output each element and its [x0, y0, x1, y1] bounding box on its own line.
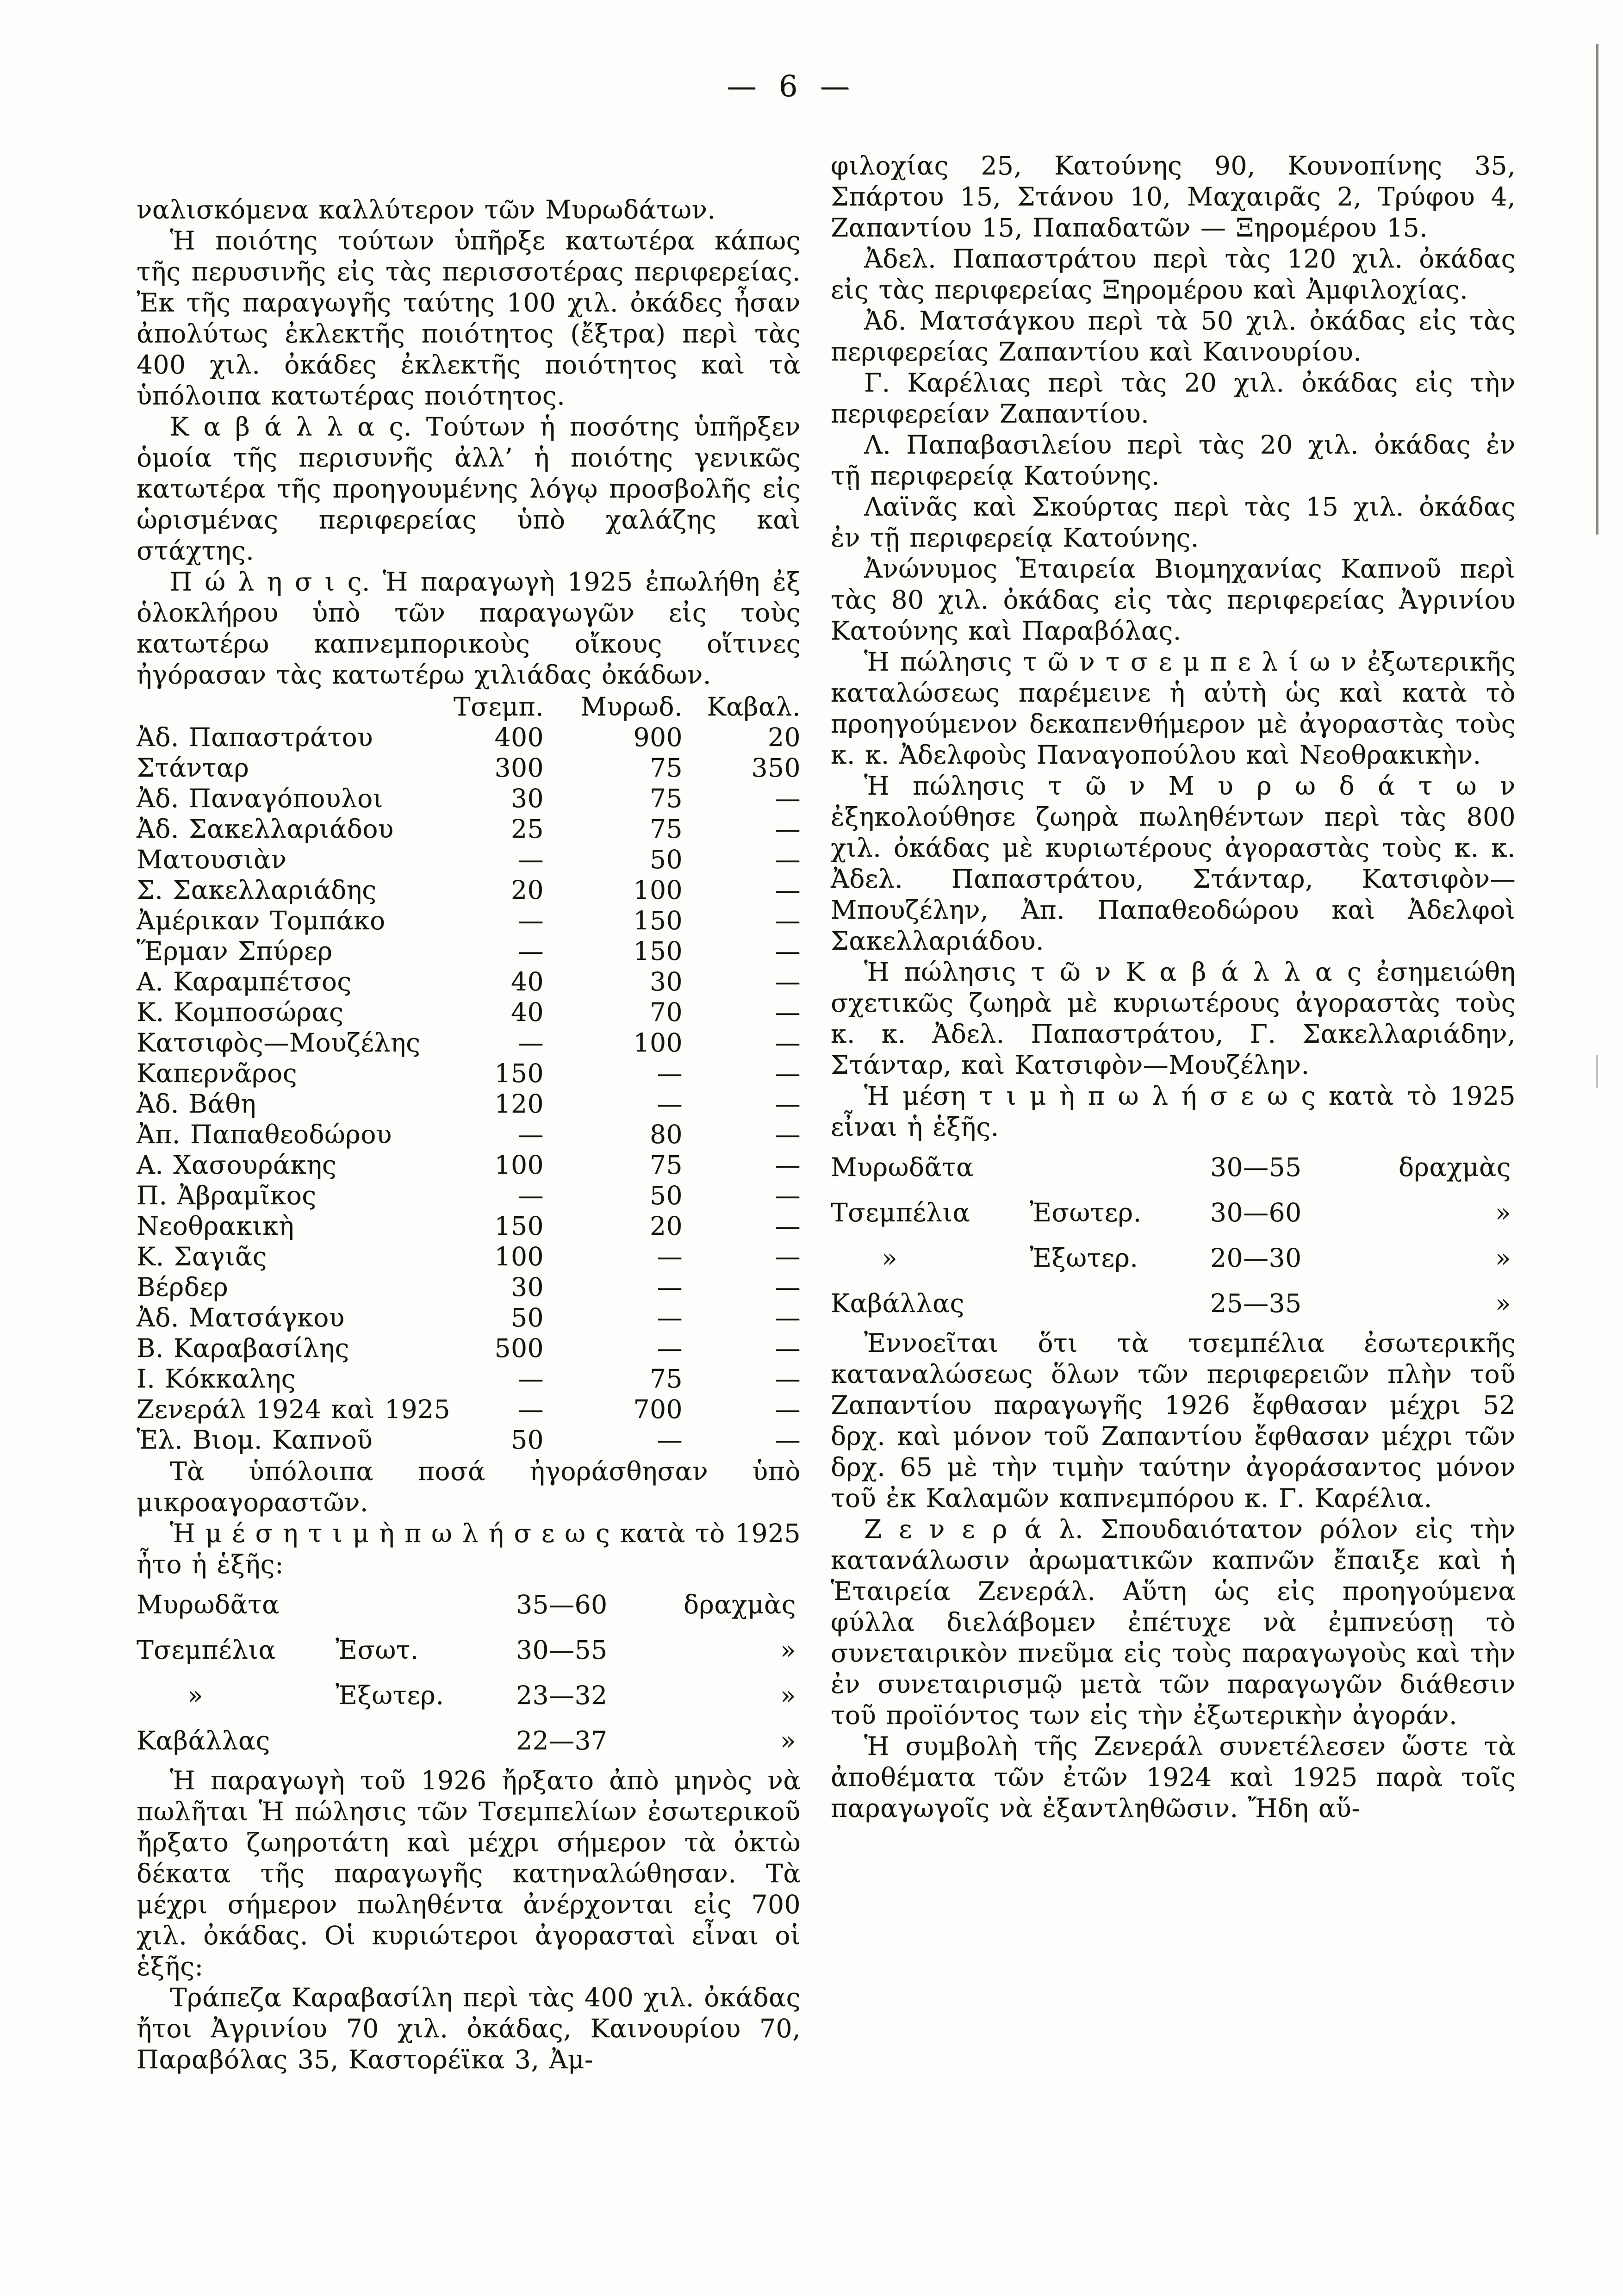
- price-unit: »: [1495, 1243, 1511, 1273]
- price-row: [831, 1145, 1516, 1190]
- table-row: [137, 814, 801, 844]
- tsemp-value: 100: [494, 1150, 544, 1180]
- page-number: — 6 —: [727, 69, 856, 104]
- tsemp-value: 400: [494, 722, 544, 752]
- table-row: [137, 1089, 801, 1119]
- myrod-value: 75: [650, 1364, 683, 1394]
- table-row: [137, 936, 801, 966]
- buyer-name: Ζενεράλ 1924 καὶ 1925: [137, 1394, 450, 1424]
- price-name: Τσεμπέλια: [831, 1198, 970, 1227]
- paragraph-papavasileiou: Λ. Παπαβασιλείου περὶ τὰς 20 χιλ. ὀκάδας ἐν τῇ περιφερείᾳ Κατούνης.: [831, 430, 1516, 491]
- price-row: [137, 1718, 801, 1763]
- kaval-value: 20: [768, 722, 801, 752]
- myrod-value: 75: [650, 784, 683, 813]
- table-row: [137, 844, 801, 875]
- buyer-name: Β. Καραβασίλης: [137, 1333, 349, 1363]
- price-range: 30—60: [1210, 1198, 1302, 1227]
- table-row: [137, 875, 801, 905]
- price-qualifier: Ἐξωτερ.: [1030, 1243, 1138, 1273]
- kaval-value: —: [775, 1089, 801, 1119]
- price-unit: »: [780, 1635, 796, 1665]
- table-row: [137, 722, 801, 753]
- price-range: 30—55: [1210, 1152, 1302, 1182]
- myrod-value: —: [657, 1242, 683, 1271]
- tsemp-value: —: [518, 1394, 544, 1424]
- table-header-empty: [137, 691, 451, 722]
- myrod-value: 75: [650, 814, 683, 844]
- paragraph-kavallas: Κ α β ά λ λ α ς. Τούτων ἡ ποσότης ὑπῆρξεν ὁμοία τῆς περισυνῆς ἀλλ’ ἡ ποιότης γενικῶς κατωτέρα τῆς προηγουμένης λόγῳ προσβολῆς εἰς ὡρισμένας περιφερείας ὑπὸ χαλάζης καὶ στάχτης.: [137, 412, 801, 566]
- tsemp-value: —: [518, 936, 544, 966]
- tsemp-value: 40: [511, 967, 544, 996]
- kaval-value: —: [775, 1211, 801, 1241]
- price-qualifier: Ἐσωτερ.: [1030, 1198, 1142, 1227]
- kaval-value: 350: [751, 753, 801, 783]
- price-row: [831, 1190, 1516, 1235]
- tsemp-value: —: [518, 1028, 544, 1058]
- price-qualifier: [336, 1718, 488, 1763]
- table-row: [137, 1272, 801, 1302]
- price-qualifier: Ἐξωτερ.: [336, 1680, 444, 1710]
- paragraph-buyers: Τράπεζα Καραβασίλη περὶ τὰς 400 χιλ. ὀκάδας ἤτοι Ἀγρινίου 70 χιλ. ὀκάδας, Καινουρίου 70, Παραβόλας 35, Καστορέϊκα 3, Ἀμ-: [137, 1983, 801, 2074]
- table-row: [137, 1119, 801, 1150]
- scan-artifact-line: [1596, 1055, 1598, 1088]
- price-unit: »: [780, 1680, 796, 1710]
- paragraph-price-intro: Ἡ μέση τ ι μ ὴ π ω λ ή σ ε ω ς κατὰ τὸ 1925 εἶναι ἡ ἑξῆς.: [831, 1081, 1516, 1142]
- price-range: 23—32: [516, 1680, 608, 1710]
- tsemp-value: —: [518, 1364, 544, 1394]
- myrod-value: —: [657, 1425, 683, 1455]
- buyer-name: Ἀδ. Παναγόπουλοι: [137, 784, 383, 813]
- kaval-value: —: [775, 936, 801, 966]
- price-unit: »: [1495, 1198, 1511, 1227]
- price-qualifier: [336, 1582, 488, 1627]
- table-row: [137, 1394, 801, 1425]
- kaval-value: —: [775, 1303, 801, 1332]
- buyer-name: Κατσιφὸς—Μουζέλης: [137, 1028, 421, 1058]
- paragraph-myrodata-sale: Ἡ πώλησις τ ῶ ν Μ υ ρ ω δ ά τ ω ν ἐξηκολούθησε ζωηρὰ πωληθέντων περὶ τὰς 800 χιλ. ὀκάδας μὲ κυριωτέρους ἀγοραστὰς τοὺς κ. κ. Ἀδελ. Παπαστράτου, Στάνταρ, Κατσιφὸν—Μπουζέλην, Ἀπ. Παπαθεοδώρου καὶ Ἀδελφοὶ Σακελλαριάδου.: [831, 771, 1516, 956]
- kaval-value: —: [775, 997, 801, 1027]
- tsemp-value: 40: [511, 997, 544, 1027]
- table-row: [137, 1180, 801, 1211]
- tsemp-value: 100: [494, 1242, 544, 1271]
- myrod-value: 100: [633, 1028, 683, 1058]
- tsemp-value: —: [518, 906, 544, 935]
- tsemp-value: 25: [511, 814, 544, 844]
- kaval-value: —: [775, 814, 801, 844]
- price-qualifier: [1030, 1281, 1182, 1326]
- kaval-value: —: [775, 1242, 801, 1271]
- myrod-value: —: [657, 1333, 683, 1363]
- table-row: [137, 1058, 801, 1089]
- kaval-value: —: [775, 967, 801, 996]
- tsemp-value: 500: [494, 1333, 544, 1363]
- buyer-name: Α. Καραμπέτσος: [137, 967, 352, 996]
- kaval-value: —: [775, 1181, 801, 1210]
- table-row: [137, 966, 801, 997]
- myrod-value: 70: [650, 997, 683, 1027]
- kaval-value: —: [775, 1150, 801, 1180]
- buyer-name: Καπερνᾶρος: [137, 1058, 298, 1088]
- paragraph-continuation: ναλισκόμενα καλλύτερον τῶν Μυρωδάτων.: [137, 195, 716, 224]
- buyer-name: Ἕρμαν Σπύρερ: [137, 936, 333, 966]
- kaval-value: —: [775, 845, 801, 874]
- table-row: [137, 1302, 801, 1333]
- price-unit: »: [1495, 1288, 1511, 1318]
- paragraph-tsempelia-sale: Ἡ πώλησις τ ῶ ν τ σ ε μ π ε λ ί ω ν ἐξωτερικῆς καταλώσεως παρέμεινε ἡ αὐτὴ ὡς καὶ κατὰ τὸ προηγούμενον δεκαπενθήμερον μὲ ἀγοραστὰς τοὺς κ. κ. Ἀδελφοὺς Παναγοπούλου καὶ Νεοθρακικὴν.: [831, 647, 1516, 770]
- buyer-name: Ἀδ. Παπαστράτου: [137, 722, 373, 752]
- kaval-value: —: [775, 1058, 801, 1088]
- table-header-tsemp: Τσεμπ.: [453, 692, 544, 722]
- price-unit: δραχμὰς: [683, 1590, 796, 1619]
- kaval-value: —: [775, 1028, 801, 1058]
- price-row: [831, 1281, 1516, 1326]
- buyer-name: Ἀδ. Ματσάγκου: [137, 1303, 345, 1332]
- table-row: [137, 1363, 801, 1394]
- table-row: [137, 1241, 801, 1272]
- buyer-name: Κ. Σαγιᾶς: [137, 1242, 267, 1271]
- buyer-name: Ἀδ. Σακελλαριάδου: [137, 814, 394, 844]
- buyer-name: Ἀδ. Βάθη: [137, 1089, 256, 1119]
- tsemp-value: 20: [511, 875, 544, 905]
- price-range: 22—37: [516, 1726, 608, 1755]
- kaval-value: —: [775, 1394, 801, 1424]
- myrod-value: 150: [633, 906, 683, 935]
- price-list-current: [831, 1145, 1516, 1326]
- table-row: [137, 1425, 801, 1455]
- tsemp-value: —: [518, 1120, 544, 1149]
- table-row: [137, 1150, 801, 1180]
- buyer-name: Βέρδερ: [137, 1272, 229, 1302]
- myrod-value: 50: [650, 845, 683, 874]
- price-row: [137, 1673, 801, 1718]
- myrod-value: 150: [633, 936, 683, 966]
- price-name: Μυρωδᾶτα: [137, 1590, 280, 1619]
- paragraph-matsagkou: Ἀδ. Ματσάγκου περὶ τὰ 50 χιλ. ὀκάδας εἰς τὰς περιφερείας Ζαπαντίου καὶ Καινουρίου.: [831, 306, 1516, 367]
- buyer-name: Α. Χασουράκης: [137, 1150, 337, 1180]
- tsemp-value: —: [518, 1181, 544, 1210]
- buyer-name: Ἀμέρικαν Τομπάκο: [137, 906, 386, 935]
- price-name: »: [882, 1243, 898, 1273]
- price-name: Τσεμπέλια: [137, 1635, 276, 1665]
- buyer-name: Ι. Κόκκαλης: [137, 1364, 296, 1394]
- myrod-value: 75: [650, 753, 683, 783]
- scan-artifact-line: [1596, 44, 1598, 535]
- price-list-1925: [137, 1582, 801, 1763]
- paragraph-tsempelia-note: Ἐννοεῖται ὅτι τὰ τσεμπέλια ἐσωτερικῆς καταναλώσεως ὅλων τῶν περιφερειῶν πλὴν τοῦ Ζαπαντίου παραγωγῆς 1926 ἔφθασαν μέχρι 52 δρχ. καὶ μόνον τοῦ Ζαπαντίου ἔφθασαν μέχρι τῶν δρχ. 65 μὲ τὴν τιμὴν ταύτην ἀγοράσαντος μόνον τοῦ ἐκ Καλαμῶν καπνεμπόρου κ. Γ. Καρέλια.: [831, 1328, 1516, 1513]
- buyer-name: Ἀπ. Παπαθεοδώρου: [137, 1120, 392, 1149]
- tsemp-value: 50: [511, 1303, 544, 1332]
- tsemp-value: 300: [494, 753, 544, 783]
- tsemp-value: 50: [511, 1425, 544, 1455]
- table-row: [137, 905, 801, 936]
- price-range: 25—35: [1210, 1288, 1302, 1318]
- table-header-myrod: Μυρωδ.: [580, 692, 683, 722]
- right-column: [831, 150, 1516, 1824]
- myrod-value: 100: [633, 875, 683, 905]
- buyer-name: Π. Ἀβραμῖκος: [137, 1181, 317, 1210]
- paragraph-continuation: φιλοχίας 25, Κατούνης 90, Κουνοπίνης 35, Σπάρτου 15, Στάνου 10, Μαχαιρᾶς 2, Τρύφου 4, Ζαπαντίου 15, Παπαδατῶν — Ξηρομέρου 15.: [831, 151, 1516, 243]
- tsemp-value: 120: [494, 1089, 544, 1119]
- table-row: [137, 997, 801, 1027]
- kaval-value: —: [775, 906, 801, 935]
- paragraph-anonymos-etaireia: Ἀνώνυμος Ἑταιρεία Βιομηχανίας Καπνοῦ περὶ τὰς 80 χιλ. ὀκάδας εἰς τὰς περιφερείας Ἀγρινίου Κατούνης καὶ Παραβόλας.: [831, 554, 1516, 646]
- myrod-value: —: [657, 1303, 683, 1332]
- table-row: [137, 753, 801, 783]
- tsemp-value: 150: [494, 1058, 544, 1088]
- table-row: [137, 1333, 801, 1363]
- kaval-value: —: [775, 1364, 801, 1394]
- paragraph-production-1926: Ἡ παραγωγὴ τοῦ 1926 ἤρξατο ἀπὸ μηνὸς νὰ πωλῆται Ἡ πώλησις τῶν Τσεμπελίων ἐσωτερικοῦ ἤρξατο ζωηροτάτη καὶ μέχρι σήμερον τὰ ὀκτὼ δέκατα τῆς παραγωγῆς κατηναλώθησαν. Τὰ μέχρι σήμερον πωληθέντα ἀνέρχονται εἰς 700 χιλ. ὀκάδας. Οἱ κυριώτεροι ἀγορασταὶ εἶναι οἱ ἑξῆς:: [137, 1766, 801, 1981]
- myrod-value: —: [657, 1058, 683, 1088]
- price-row: [137, 1627, 801, 1673]
- myrod-value: 900: [633, 722, 683, 752]
- paragraph-zeneral: Ζ ε ν ε ρ ά λ. Σπουδαιότατον ρόλον εἰς τὴν κατανάλωσιν ἀρωματικῶν καπνῶν ἔπαιξε καὶ ἡ Ἑταιρεία Ζενεράλ. Αὕτη ὡς εἰς προηγούμενα φύλλα διελάβομεν ἐπέτυχε νὰ ἐμπνεύσῃ τὸ συνεταιρικὸν πνεῦμα εἰς τοὺς παραγωγοὺς καὶ τὴν ἐν συνεταιρισμῷ μετὰ τῶν παραγωγῶν διάθεσιν τοῦ προϊόντος των εἰς τὴν ἐξωτερικὴν ἀγοράν.: [831, 1514, 1516, 1730]
- price-name: »: [187, 1680, 204, 1710]
- price-row: [137, 1582, 801, 1627]
- myrod-value: 30: [650, 967, 683, 996]
- myrod-value: 50: [650, 1181, 683, 1210]
- tsemp-value: 30: [511, 784, 544, 813]
- table-row: [137, 783, 801, 814]
- price-name: Καβάλλας: [137, 1726, 270, 1755]
- buyers-table: [137, 691, 801, 1455]
- price-qualifier: [1030, 1145, 1182, 1190]
- table-header-row: [137, 691, 801, 722]
- price-row: [831, 1235, 1516, 1281]
- left-column: [137, 194, 801, 2075]
- price-range: 20—30: [1210, 1243, 1302, 1273]
- kaval-value: —: [775, 784, 801, 813]
- tsemp-value: —: [518, 845, 544, 874]
- myrod-value: —: [657, 1089, 683, 1119]
- buyer-name: Σ. Σακελλαριάδης: [137, 875, 377, 905]
- buyer-name: Στάνταρ: [137, 753, 249, 783]
- buyer-name: Νεοθρακικὴ: [137, 1211, 294, 1241]
- kaval-value: —: [775, 1425, 801, 1455]
- price-name: Καβάλλας: [831, 1288, 964, 1318]
- price-range: 30—55: [516, 1635, 608, 1665]
- buyer-name: Ἑλ. Βιομ. Καπνοῦ: [137, 1425, 373, 1455]
- paragraph-kavallas-sale: Ἡ πώλησις τ ῶ ν Κ α β ά λ λ α ς ἐσημειώθη σχετικῶς ζωηρὰ μὲ κυριωτέρους ἀγοραστὰς τοὺς κ. κ. Ἀδελ. Παπαστράτου, Γ. Σακελλαριάδην, Στάνταρ, καὶ Κατσιφὸν—Μουζέλην.: [831, 957, 1516, 1080]
- kaval-value: —: [775, 875, 801, 905]
- kaval-value: —: [775, 1120, 801, 1149]
- kaval-value: —: [775, 1333, 801, 1363]
- paragraph-zeneral-contribution: Ἡ συμβολὴ τῆς Ζενεράλ συνετέλεσεν ὥστε τὰ ἀποθέματα τῶν ἐτῶν 1924 καὶ 1925 παρὰ τοῖς παραγωγοῖς νὰ ἐξαντληθῶσιν. Ἤδη αὕ-: [831, 1731, 1516, 1823]
- myrod-value: 700: [633, 1394, 683, 1424]
- myrod-value: 20: [650, 1211, 683, 1241]
- tsemp-value: 30: [511, 1272, 544, 1302]
- kaval-value: —: [775, 1272, 801, 1302]
- table-header-kaval: Καβαλ.: [707, 692, 801, 722]
- price-range: 35—60: [516, 1590, 608, 1619]
- buyer-name: Κ. Κομποσώρας: [137, 997, 344, 1027]
- myrod-value: 75: [650, 1150, 683, 1180]
- price-unit: »: [780, 1726, 796, 1755]
- paragraph-lainas-skourtas: Λαϊνᾶς καὶ Σκούρτας περὶ τὰς 15 χιλ. ὀκάδας ἐν τῇ περιφερείᾳ Κατούνης.: [831, 492, 1516, 553]
- table-row: [137, 1027, 801, 1058]
- paragraph-karelias: Γ. Καρέλιας περὶ τὰς 20 χιλ. ὀκάδας εἰς τὴν περιφερείαν Ζαπαντίου.: [831, 368, 1516, 429]
- paragraph-price-intro: Ἡ μ έ σ η τ ι μ ὴ π ω λ ή σ ε ω ς κατὰ τὸ 1925 ἦτο ἡ ἑξῆς:: [137, 1518, 801, 1579]
- paragraph-papastratou: Ἀδελ. Παπαστράτου περὶ τὰς 120 χιλ. ὀκάδας εἰς τὰς περιφερείας Ξηρομέρου καὶ Ἀμφιλοχίας.: [831, 244, 1516, 305]
- price-name: Μυρωδᾶτα: [831, 1152, 974, 1182]
- price-unit: δραχμὰς: [1398, 1152, 1511, 1182]
- myrod-value: 80: [650, 1120, 683, 1149]
- paragraph-polisis: Π ώ λ η σ ι ς. Ἡ παραγωγὴ 1925 ἐπωλήθη ἐξ ὁλοκλήρου ὑπὸ τῶν παραγωγῶν εἰς τοὺς κατωτέρω καπνεμπορικοὺς οἴκους οἵτινες ἠγόρασαν τὰς κατωτέρω χιλιάδας ὀκάδων.: [137, 567, 801, 690]
- table-row: [137, 1211, 801, 1241]
- paragraph-leftover: Τὰ ὑπόλοιπα ποσά ἠγοράσθησαν ὑπὸ μικροαγοραστῶν.: [137, 1456, 801, 1517]
- paragraph-quality: Ἡ ποιότης τούτων ὑπῆρξε κατωτέρα κάπως τῆς περυσινῆς εἰς τὰς περισσοτέρας περιφερείας. Ἐκ τῆς παραγωγῆς ταύτης 100 χιλ. ὀκάδες ἦσαν ἀπολύτως ἐκλεκτῆς ποιότητος (ἔξτρα) περὶ τὰς 400 χιλ. ὀκάδες ἐκλεκτῆς ποιότητος καὶ τὰ ὑπόλοιπα κατωτέρας ποιότητος.: [137, 226, 801, 411]
- price-qualifier: Ἐσωτ.: [336, 1635, 419, 1665]
- myrod-value: —: [657, 1272, 683, 1302]
- tsemp-value: 150: [494, 1211, 544, 1241]
- buyer-name: Ματουσιὰν: [137, 845, 287, 874]
